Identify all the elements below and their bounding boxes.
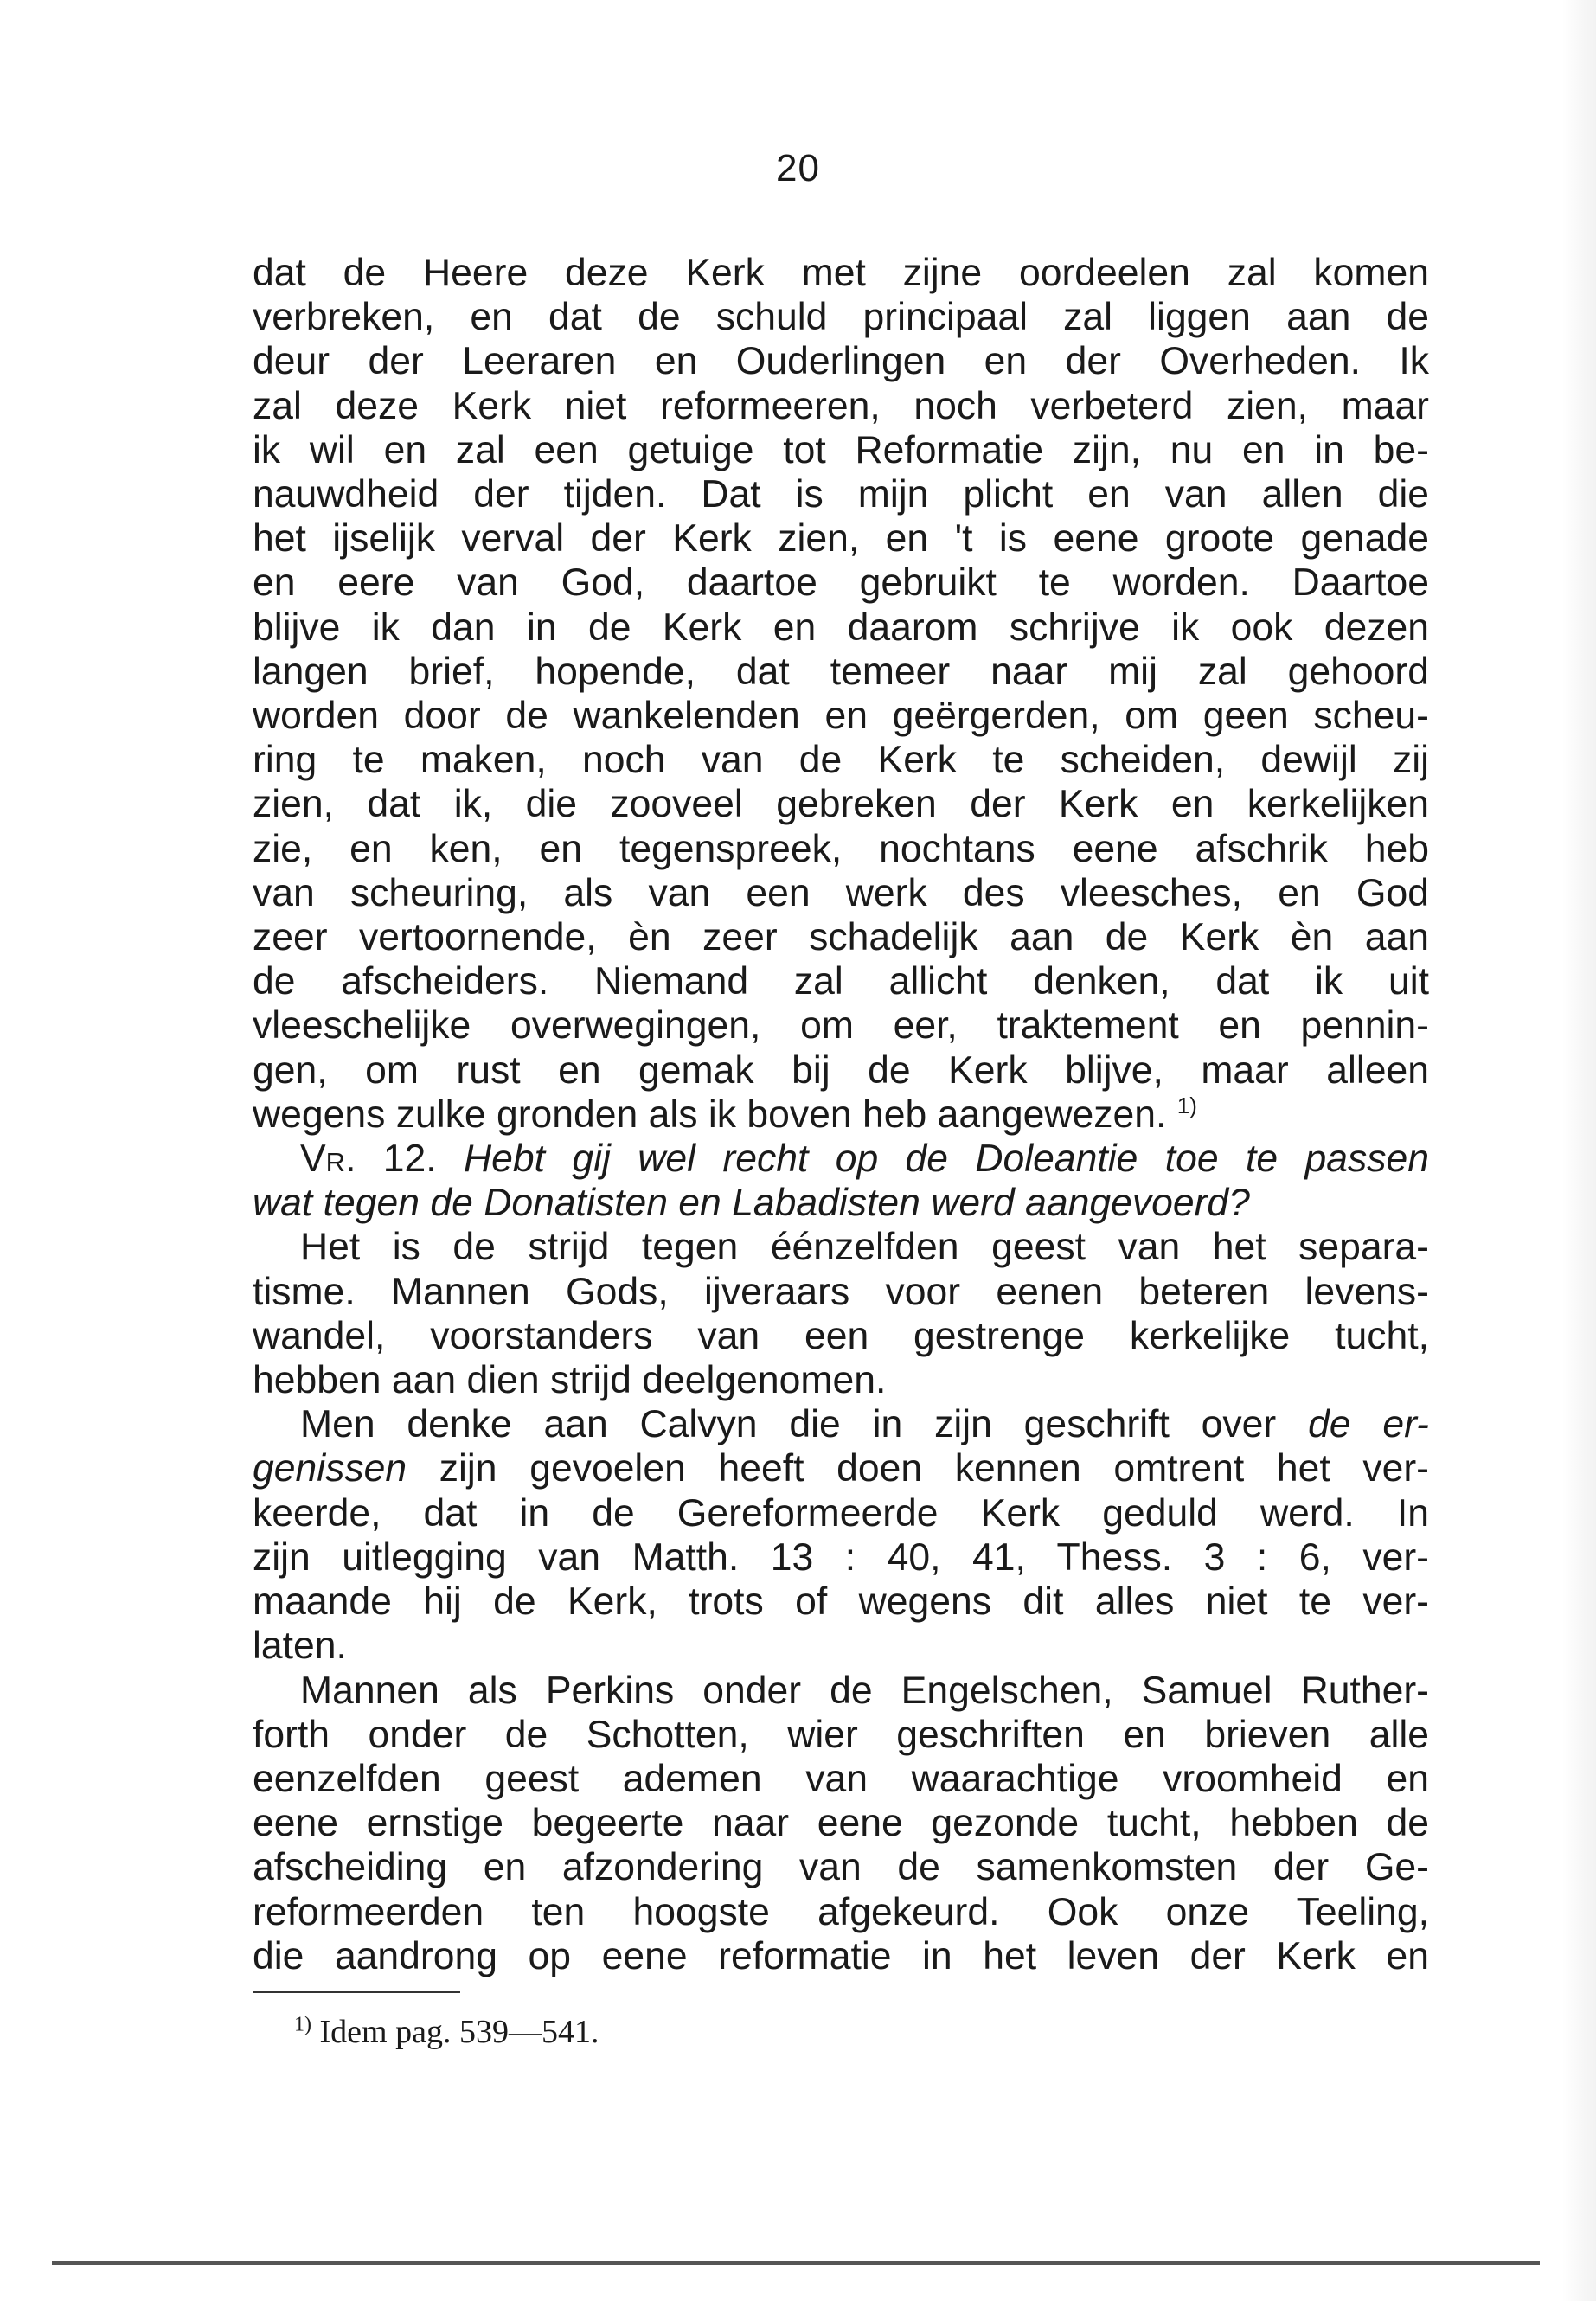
text-line: de afscheiders. Niemand zal allicht denken, dat ik uit bbox=[253, 960, 1429, 1003]
text-line: reformeerden ten hoogste afgekeurd. Ook onze Teeling, bbox=[253, 1890, 1429, 1933]
text-line: wandel, voorstanders van een gestrenge kerkelijke tucht, bbox=[253, 1314, 1429, 1357]
text-line: van scheuring, als van een werk des vleesches, en God bbox=[253, 871, 1429, 914]
page-bottom-rule bbox=[52, 2261, 1540, 2265]
text-line: eene ernstige begeerte naar eene gezonde tucht, hebben de bbox=[253, 1802, 1429, 1845]
body-text bbox=[253, 251, 1429, 1978]
text-line: gen, om rust en gemak bij de Kerk blijve, maar alleen bbox=[253, 1048, 1429, 1092]
text-line: het ijselijk verval der Kerk zien, en 't is eene groote genade bbox=[253, 517, 1429, 561]
text-line: maande hij de Kerk, trots of wegens dit alles niet te ver- bbox=[253, 1580, 1429, 1624]
scan-edge-shadow bbox=[1561, 0, 1596, 2301]
text-line: keerde, dat in de Gereformeerde Kerk geduld werd. In bbox=[253, 1491, 1429, 1535]
text-line: hebben aan dien strijd deelgenomen. bbox=[253, 1359, 887, 1402]
text-line: blijve ik dan in de Kerk en daarom schrijve ik ook dezen bbox=[253, 606, 1429, 649]
text-span: zijn gevoelen heeft doen kennen omtrent het ver- bbox=[439, 1447, 1429, 1490]
text-line bbox=[253, 1402, 1429, 1446]
text-span: Men denke aan Calvyn die in zijn geschrift over bbox=[300, 1403, 1277, 1446]
text-line: worden door de wankelenden en geërgerden, om geen scheu- bbox=[253, 695, 1429, 738]
text-line: tisme. Mannen Gods, ijveraars voor eenen beteren levens- bbox=[253, 1270, 1429, 1313]
footnote-divider bbox=[253, 1991, 460, 1993]
footnote-text: Idem pag. 539—541. bbox=[319, 2014, 599, 2050]
text-line: die aandrong op eene reformatie in het leven der Kerk en bbox=[253, 1934, 1429, 1977]
text-line: eenzelfden geest ademen van waarachtige vroomheid en bbox=[253, 1757, 1429, 1800]
footnote bbox=[294, 2011, 599, 2053]
footnote-reference: 1) bbox=[1176, 1093, 1197, 1119]
text-span: wegens zulke gronden als ik boven heb aangewezen. bbox=[253, 1093, 1167, 1136]
text-line bbox=[253, 1446, 1429, 1490]
text-line: verbreken, en dat de schuld principaal zal liggen aan de bbox=[253, 296, 1429, 339]
text-line: deur der Leeraren en Ouderlingen en der Overheden. Ik bbox=[253, 340, 1429, 383]
text-line: forth onder de Schotten, wier geschriften en brieven alle bbox=[253, 1713, 1429, 1756]
text-line: ring te maken, noch van de Kerk te scheiden, dewijl zij bbox=[253, 739, 1429, 782]
text-line: ik wil en zal een getuige tot Reformatie zijn, nu en in be- bbox=[253, 428, 1429, 471]
text-line: nauwdheid der tijden. Dat is mijn plicht en van allen die bbox=[253, 473, 1429, 516]
text-line: dat de Heere deze Kerk met zijne oordeelen zal komen bbox=[253, 252, 1429, 294]
question-line: wat tegen de Donatisten en Labadisten werd aangevoerd? bbox=[253, 1182, 1250, 1225]
text-line: zie, en ken, en tegenspreek, nochtans eene afschrik heb bbox=[253, 827, 1429, 870]
text-line: vleeschelijke overwegingen, om eer, traktement en pennin- bbox=[253, 1004, 1429, 1048]
question-text: Hebt gij wel recht op de Doleantie toe te passen bbox=[464, 1138, 1429, 1181]
italic-title: genissen bbox=[253, 1447, 407, 1490]
text-line: Het is de strijd tegen éénzelfden geest van het separa- bbox=[300, 1226, 1429, 1269]
text-line: zien, dat ik, die zooveel gebreken der Kerk en kerkelijken bbox=[253, 783, 1429, 826]
italic-title: de er- bbox=[1308, 1403, 1429, 1446]
text-line: zeer vertoornende, èn zeer schadelijk aan de Kerk èn aan bbox=[253, 916, 1429, 959]
text-line: zal deze Kerk niet reformeeren, noch verbeterd zien, maar bbox=[253, 384, 1429, 427]
text-line: laten. bbox=[253, 1625, 347, 1668]
text-line: langen brief, hopende, dat temeer naar mij zal gehoord bbox=[253, 650, 1429, 693]
text-line: afscheiding en afzondering van de samenkomsten der Ge- bbox=[253, 1846, 1429, 1889]
page-number: 20 bbox=[776, 147, 820, 189]
question-line bbox=[253, 1137, 1429, 1181]
text-line: en eere van God, daartoe gebruikt te worden. Daartoe bbox=[253, 561, 1429, 605]
text-line bbox=[253, 1093, 1429, 1137]
text-line: Mannen als Perkins onder de Engelschen, Samuel Ruther- bbox=[300, 1669, 1429, 1712]
question-label: Vr. 12. bbox=[300, 1138, 437, 1181]
footnote-mark: 1) bbox=[294, 2013, 311, 2036]
text-line: zijn uitlegging van Matth. 13 : 40, 41, Thess. 3 : 6, ver- bbox=[253, 1535, 1429, 1579]
